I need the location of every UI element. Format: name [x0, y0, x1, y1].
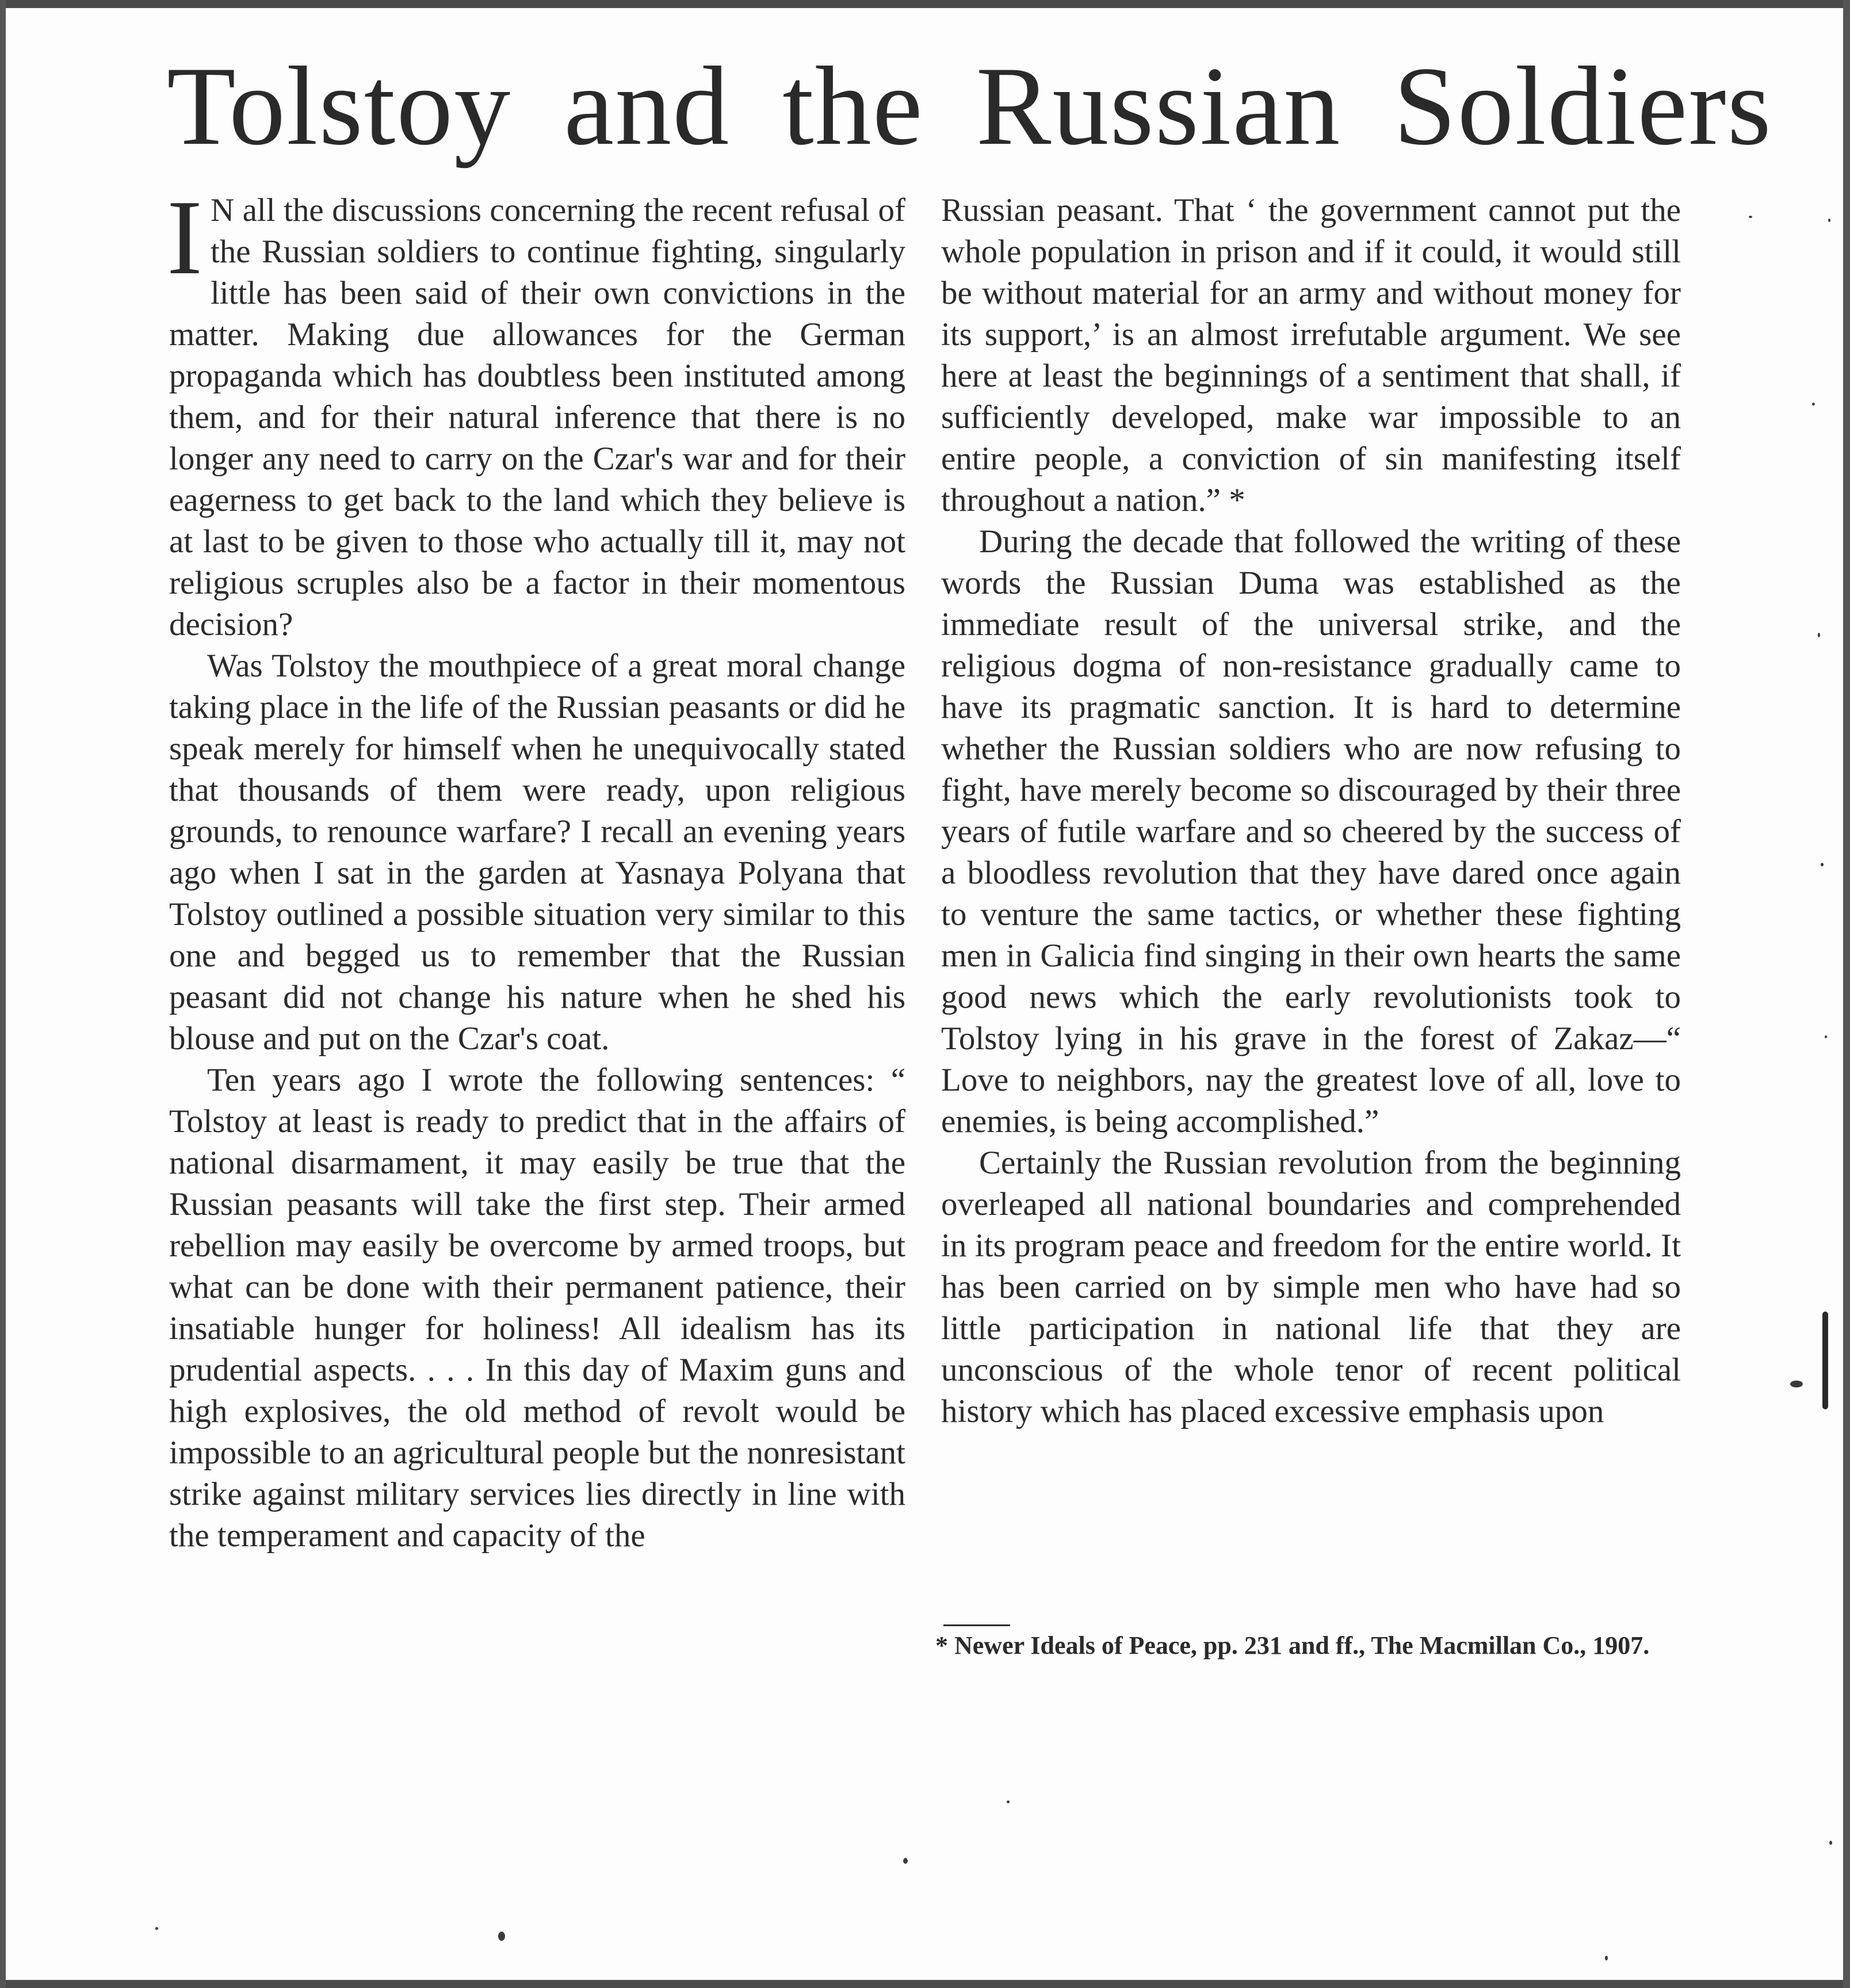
- footnote: * Newer Ideals of Peace, pp. 231 and ff., The Macmillan Co., 1907.: [935, 1631, 1650, 1660]
- right-paragraph-1: Russian peasant. That ‘ the government cannot put the whole population in prison and if it could, it would still be without material for an army and without money for its support,’ is an almost irrefutable argument. We see here at least the beginnings of a sentiment that shall, if sufficiently developed, make war impossible to an entire people, a conviction of sin manifesting itself throughout a nation.” *: [941, 192, 1681, 518]
- scan-speck: [155, 1927, 158, 1930]
- scan-speck: [1821, 863, 1824, 866]
- scan-speck: [1829, 1841, 1832, 1845]
- scan-speck: [498, 1932, 505, 1941]
- scan-speck: [1790, 1381, 1803, 1387]
- right-column: [941, 190, 1681, 1432]
- left-column: [167, 178, 905, 1557]
- scan-speck: [1818, 633, 1820, 637]
- left-paragraph-1-text: N all the discussions concerning the recent refusal of the Russian soldiers to continue fighting, singularly little has been said of their own convictions in the matter. Making due allowances for the German propaganda which has doubtless been instituted among them, and for their natural inference that there is no longer any need to carry on the Czar's war and for their eagerness to get back to the land which they believe is at last to be given to those who actually till it, may not religious scruples also be a factor in their momentous decision?: [169, 192, 905, 643]
- scan-speck: [1749, 216, 1752, 218]
- right-paragraph-3: Certainly the Russian revolution from the beginning overleaped all national boundaries and comprehended in its program peace and freedom for the entire world. It has been carried on by simple men who have had so little participation in national life that they are unconscious of the whole tenor of recent political history which has placed excessive emphasis upon: [941, 1145, 1681, 1429]
- left-paragraph-1: [167, 178, 905, 645]
- left-paragraph-2: Was Tolstoy the mouthpiece of a great moral change taking place in the life of the Russian peasants or did he speak merely for himself when he unequivocally stated that thousands of them were ready, upon religious grounds, to renounce warfare? I recall an evening years ago when I sat in the garden at Yasnaya Polyana that Tolstoy outlined a possible situation very similar to this one and begged us to remember that the Russian peasant did not change his nature when he shed his blouse and put on the Czar's coat.: [169, 648, 905, 1057]
- scan-speck: [1605, 1956, 1608, 1960]
- scan-border-left: [0, 0, 6, 1988]
- scan-speck: [1825, 1035, 1827, 1038]
- scan-speck: [903, 1858, 908, 1864]
- scan-speck: [1828, 219, 1830, 222]
- article-title: Tolstoy and the Russian Soldiers: [167, 44, 1772, 169]
- left-paragraph-3: Ten years ago I wrote the following sentences: “ Tolstoy at least is ready to predict that in the affairs of national disarmament, it may easily be true that the Russian peasants will take the first step. Their armed rebellion may easily be overcome by armed troops, but what can be done with their permanent patience, their insatiable hunger for holiness! All idealism has its prudential aspects. . . . In this day of Maxim guns and high explosives, the old method of revolt would be impossible to an agricultural people but the nonresistant strike against military services lies directly in line with the temperament and capacity of the: [169, 1062, 905, 1554]
- footnote-rule: [943, 1624, 1010, 1626]
- scan-border-right: [1843, 0, 1850, 1988]
- scan-speck: [1007, 1800, 1010, 1803]
- scan-border-bottom: [0, 1980, 1850, 1988]
- scan-speck: [1812, 403, 1815, 406]
- drop-cap: I: [167, 178, 202, 297]
- right-paragraph-2: During the decade that followed the writing of these words the Russian Duma was established as the immediate result of the universal strike, and the religious dogma of non-resistance gradually came to have its pragmatic sanction. It is hard to determine whether the Russian soldiers who are now refusing to fight, have merely become so discouraged by their three years of futile warfare and so cheered by the success of a bloodless revolution that they have dared once again to venture the same tactics, or whether these fighting men in Galicia find singing in their own hearts the same good news which the early revolutionists took to Tolstoy lying in his grave in the forest of Zakaz—“ Love to neighbors, nay the greatest love of all, love to enemies, is being accomplished.”: [941, 523, 1681, 1140]
- scan-artifact-bar: [1822, 1312, 1828, 1409]
- scan-border-top: [0, 0, 1850, 8]
